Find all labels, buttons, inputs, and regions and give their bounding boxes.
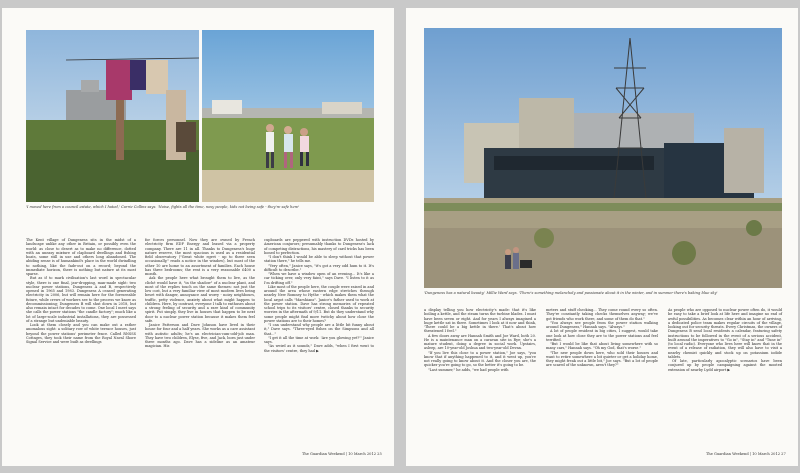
left-page bbox=[2, 8, 394, 466]
paragraph: "But I would be like that about living somewhere with so many cars," Hannah says. "Oh my God, that's worse." bbox=[546, 342, 658, 351]
paragraph: But as if to mark civilisation's last word in spectacular style, there is one final, jaw-dropping, man-made sight: two nuclear power stations, Dungeness A and B, respectively opened in 1965 and 1983. Dungeness A ceased generating electricity in 2006, but will remain here for the foreseeable future, while crews of workers see to the process we know as decommissioning; Dungeness B will shut down in 2018, but also remain intact for decades to come. One local I meet says she calls the power stations "the candle factory"; much like a lot of large-scale industrial installations, they are possessed of a strange but undeniable beauty. bbox=[26, 276, 136, 323]
article-column-2 bbox=[546, 308, 658, 368]
page-footer: The Guardian Weekend | 10 March 2012 25 bbox=[302, 452, 382, 456]
photo-girls-image bbox=[202, 30, 374, 202]
paragraph: Look at them closely and you can make out a rather anomalous sight: a solitary row of white terrace houses, just beyond the power stations' perimeter fence. Called RNSSS Cottages, they took their name from the Royal Naval Shore Signal Service and were built as dwellings bbox=[26, 323, 136, 344]
photo-power-station-image bbox=[424, 28, 782, 288]
paragraph: As people who are opposed to nuclear power often do, it would be easy to take a brief look at life here and imagine no end of awful possibilities. As becomes clear within an hour of arriving, a dedicated police team makes regular circuits of the village, looking out for security threats. Every Christmas, the owners of Dungeness B send local residents a calendar, featuring safety instructions to be followed in the event of a serious accident, built around the imperatives to "Go in", "Stay in" and "Tune in" (to local radio). Everyone who lives here will know that in the event of a release of radiation, they will also have to visit a nearby chemist quickly and stock up on potassium iodide tablets. bbox=[668, 308, 782, 359]
paragraph: "The new people down here, who sold their houses and want to retire somewhere a bit quieter or get a holiday home, they might freak out a little bit," Joe says. "But a lot of people are scared of the unknown, aren't they?" bbox=[546, 350, 658, 368]
paragraph: Like most of the people here, the couple were raised in and around the area whose eastern edge stretches through nearby New Romney to Hythe - which makes them what the local argot calls "Marshians". Janice's father used to work at the power station. Dave has strong memories of repeated school trips to its visitors' centre, closed thanks to security worries in the aftermath of 9/11. But do they understand why some people might find more twitchy about how close the power stations are to their homes? bbox=[264, 284, 374, 323]
paragraph: "If you live this close to a power station," Joe says, "you know that if anything happened to it, and it went up, you're not really going to know about it. And the closer you are, the quicker you're going to go, so the better it's going to be. bbox=[424, 350, 536, 368]
paragraph: "Last summer," he adds, "we had people with bbox=[428, 367, 509, 372]
paragraph: "I don't think I would be able to sleep without that power station there," he tells me. bbox=[264, 255, 374, 264]
paragraph: "I can understand why people are a little bit funny about it," Dave says. "Three-eyed fishes on the Simpsons and all that..." bbox=[264, 323, 374, 336]
paragraph: a display telling you how electricity's made: that it's like boiling a kettle, and the steam turns the turbine blades. I must have been seven or eight. And for years I always imagined a huge kettle sat in there. Sometimes I look at it now and think, 'There could be a big kettle in there.' That's about how threatened I feel." bbox=[424, 308, 536, 334]
right-page bbox=[406, 8, 798, 466]
paragraph: Of late, particularly apocalyptic scenarios have been conjured up by people campaigning against the mooted extension of nearby Lydd airport ▶ bbox=[668, 359, 782, 372]
photo-power-station bbox=[424, 28, 782, 288]
photo-caption: 'I moved here from a council estate, which I hated,' Carrie Collins says. 'Noise, fights all the time, nosy people, kids not being safe - they're safe here' bbox=[26, 205, 300, 209]
paragraph: cupboards are peppered with instruction DVDs hosted by American conjurors; presumably thanks to Dungeness's lack of competing distractions, his mastery of card tricks has been honed to perfection. bbox=[264, 238, 374, 255]
photo-washing-line-image bbox=[26, 30, 199, 202]
page-footer: The Guardian Weekend | 10 March 2012 27 bbox=[706, 452, 786, 456]
paragraph: "As weird as it sounds," Dave adds, "when I first went to the visitors' centre, they had ▶ bbox=[264, 344, 374, 353]
photo-caption: 'Dungeness has a natural beauty,' Millie Ward says. 'There's something melancholy and passionate about it in the winter, and in summer there's baking blue sky' bbox=[424, 291, 718, 295]
article-column-2 bbox=[145, 238, 255, 349]
paragraph: for forces personnel. Now they are owned by French electricity firm EDF Energy and leased via a property company. There are 11 in all. Thanks to Dungeness's huge nature reserve, the most spacious is used as a residential field observatory ("Great white egret - up to three seen occasionally," reads a notice in the window), but most of the other 10 are home to an assortment of families. Each house has three bedrooms; the rent is a very reasonable £400 a month. bbox=[145, 238, 255, 276]
paragraph: Ask the people here what brought them to live, as the cliché would have it, "in the shadow" of a nuclear plant, and most of the replies touch on the same themes: not just the low cost, but a very familiar view of most modern lives being beset with danger, annoyance and worry - noisy neighbours, traffic, petty violence, anxiety about what might happen to children. Here, by contrast, everyone I talk to enthuses about a strong feeling of security and a rare kind of community spirit. Put simply, they live in houses that happen to be next door to a nuclear power station because it makes them feel safe. bbox=[145, 276, 255, 323]
article-column-3 bbox=[264, 238, 374, 353]
article-column-1 bbox=[424, 308, 536, 372]
photo-girls bbox=[202, 30, 374, 202]
paragraph: "When we have a window open of an evening... It's like a car ticking over, only very faint," says Dave. "I listen to it as I'm drifting off." bbox=[264, 272, 374, 285]
paragraph: "Very often," Janice says, "it's got a very odd hum to it. It's difficult to describe." bbox=[264, 263, 374, 272]
paragraph: A few doors away are Hannah Smith and Joe Ward, both 20. He is a maintenance man on a caravan site in Rye; she's a mature student, doing a degree in social work. Upstairs, asleep, are 10-year-old Joshua and two-year-old Devan. bbox=[424, 333, 536, 351]
paragraph: Janice Patterson and Dave Johnson have lived in their house for four and a half years. She works as a care assistant with autistic adults; he's an electrician-cum-odd-job man. They have two children, Elyse, five, and Jack, born just under three months ago. Dave has a sideline as an amateur magician. His bbox=[145, 323, 255, 349]
paragraph: A lot of people resident in big cities, I suggest, would take one look at how close they are to the power stations and feel terrified. bbox=[546, 329, 658, 342]
article-column-3 bbox=[668, 308, 782, 372]
paragraph: meters and stuff checking... They come round every so often. They're constantly taking checks themselves anyway; we've got friends who work there, and some of them do that." bbox=[546, 308, 658, 321]
article-column-1 bbox=[26, 238, 136, 344]
photo-washing-line bbox=[26, 30, 199, 202]
paragraph: The Kent village of Dungeness sits in the midst of a landscape unlike any other in Britain, or possibly even the world: as close to desert as to make no difference, dotted with an uneasy mixture of clapboard dwellings and fishing boats, some still in use and others long abandoned. The abiding sense is of humankind's place in the world dwindling to nothing, like the fade-out on a record; beyond the immediate horizon, there is nothing but nature at its most sparse. bbox=[26, 238, 136, 276]
paragraph: "I get it all the time at work: 'Are you glowing yet?'" Janice says. bbox=[264, 335, 374, 344]
paragraph: "You always see people from the power station walking around Dungeness," Hannah says. "Always." bbox=[546, 320, 658, 329]
